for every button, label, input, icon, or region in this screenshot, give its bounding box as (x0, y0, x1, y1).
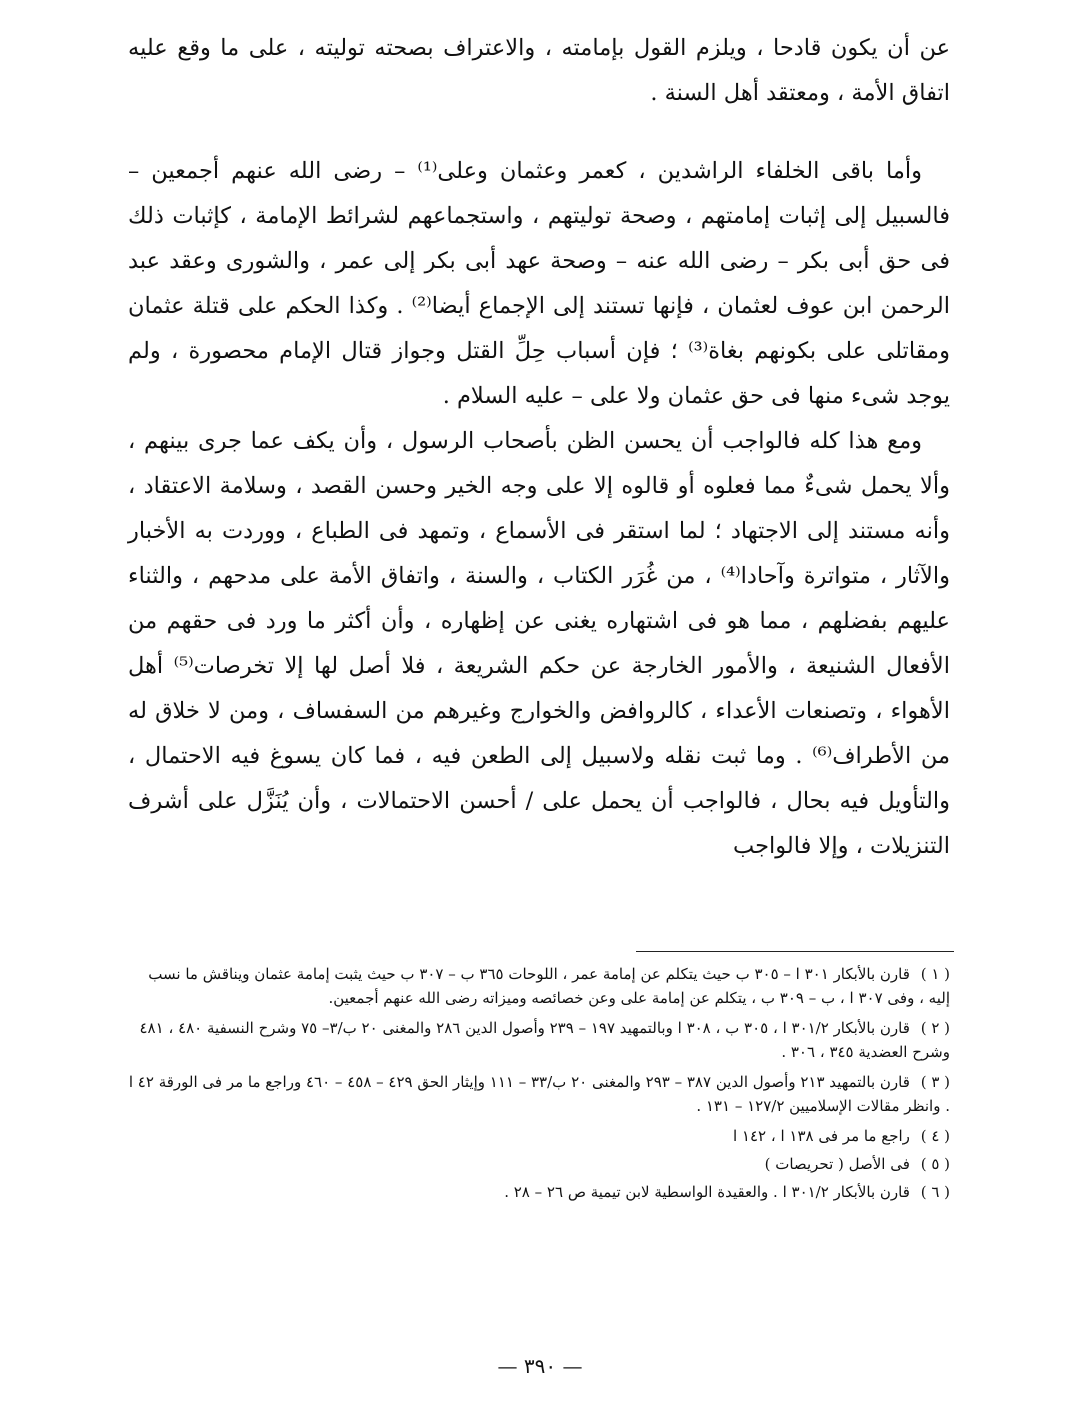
footnote-6 (128, 1180, 950, 1204)
footnote-number: ( ٢ ) (920, 1019, 950, 1037)
footnote-text: قارن بالأبكار ٣٠١ ا – ٣٠٥ ب حيث يتكلم عن إمامة عمر ، اللوحات ٣٦٥ ب – ٣٠٧ ب حيث يثبت إمامة عثمان ويناقش ما نسب إليه ، وفى ٣٠٧ ا ، ب – ٣٠٩ ب ، يتكلم عن إمامة على وعن خصائصه وميزاته رضى الله عنهم أجمعين. (148, 965, 950, 1007)
footnote-number: ( ٥ ) (920, 1155, 950, 1173)
footnote-number: ( ٤ ) (920, 1127, 950, 1145)
footnote-text: فى الأصل ( تحريصات ) (764, 1155, 910, 1173)
paragraph-2: وأما باقى الخلفاء الراشدين ، كعمر وعثمان وعلى⁽¹⁾ – رضى الله عنهم أجمعين – فالسبيل إلى إثبات إمامتهم ، وصحة توليتهم ، واستجماعهم لشرائط الإمامة ، كإثبات ذلك فى حق أبى بكر – رضى الله عنه – وصحة عهد أبى بكر إلى عمر ، والشورى وعقد عبد الرحمن ابن عوف لعثمان ، فإنها تستند إلى الإجماع أيضا⁽²⁾ . وكذا الحكم على قتلة عثمان ومقاتلى على بكونهم بغاة⁽³⁾ ؛ فإن أسباب حِلِّ القتل وجواز قتال الإمام محصورة ، ولم يوجد شىء منها فى حق عثمان ولا على – عليه السلام . (128, 158, 951, 409)
paragraph-3: ومع هذا كله فالواجب أن يحسن الظن بأصحاب الرسول ، وأن يكف عما جرى بينهم ، وألا يحمل شىءٌ مما فعلوه أو قالوه إلا على وجه الخير وحسن القصد ، وسلامة الاعتقاد ، وأنه مستند إلى الاجتهاد ؛ لما استقر فى الأسماع ، وتمهد فى الطباع ، ووردت به الأخبار والآثار ، متواترة وآحادا⁽⁴⁾ ، من غُرَر الكتاب ، والسنة ، واتفاق الأمة على مدحهم ، والثناء عليهم بفضلهم ، مما هو فى اشتهاره يغنى عن إظهاره ، وأن أكثر ما ورد فى حقهم من الأفعال الشنيعة ، والأمور الخارجة عن حكم الشريعة ، فلا أصل لها إلا تخرصات⁽⁵⁾ أهل الأهواء ، وتصنعات الأعداء ، كالروافض والخوارج وغيرهم من السفساف ، ومن لا خلاق له من الأطراف⁽⁶⁾ . وما ثبت نقله ولاسبيل إلى الطعن فيه ، فما كان يسوغ فيه الاحتمال ، والتأويل فيه بحال ، فالواجب أن يحمل على / أحسن الاحتمالات ، وأن يُنَزَّل على أشرف التنزيلات ، وإلا فالواجب (128, 428, 951, 859)
footnote-4 (128, 1124, 950, 1148)
footnote-text: راجع ما مر فى ١٣٨ ا ، ١٤٢ ا (732, 1127, 910, 1145)
footnote-number: ( ٣ ) (920, 1073, 950, 1091)
footnote-text: قارن بالأبكار ٣٠١/٢ ا ، ٣٠٥ ب ، ٣٠٨ ا وبالتمهيد ١٩٧ – ٢٣٩ وأصول الدين ٢٨٦ والمغنى ٢٠ ب/٣– ٧٥ وشرح النسفية ٤٨٠ ، ٤٨١ وشرح العضدية ٣٤٥ ، ٣٠٦ . (139, 1019, 950, 1061)
footnote-number: ( ٦ ) (920, 1183, 950, 1201)
footnote-separator (636, 951, 954, 952)
footnote-text: قارن بالأبكار ٣٠١/٢ ا . والعقيدة الواسطية لابن تيمية ص ٢٦ – ٢٨ . (504, 1183, 910, 1201)
footnote-2 (128, 1016, 950, 1064)
footnote-number: ( ١ ) (920, 965, 950, 983)
paragraph-1: عن أن يكون قادحا ، ويلزم القول بإمامته ، والاعتراف بصحته توليته ، على ما وقع عليه اتفاق الأمة ، ومعتقد أهل السنة . (128, 35, 950, 106)
footnote-5 (128, 1152, 950, 1176)
page-number: — ٣٩٠ — (497, 1354, 583, 1378)
footnote-text: قارن بالتمهيد ٢١٣ وأصول الدين ٣٨٧ – ٢٩٣ والمغنى ٢٠ ب/٣٣ – ١١١ وإيثار الحق ٤٢٩ – ٤٥٨ – ٤٦٠ وراجع ما مر فى الورقة ٤٢ ا . وانظر مقالات الإسلاميين ١٢٧/٢ – ١٣١ . (128, 1073, 950, 1115)
footnote-1 (128, 962, 950, 1010)
footnote-3 (128, 1070, 950, 1118)
footnotes (128, 962, 950, 1208)
main-text (128, 26, 950, 869)
